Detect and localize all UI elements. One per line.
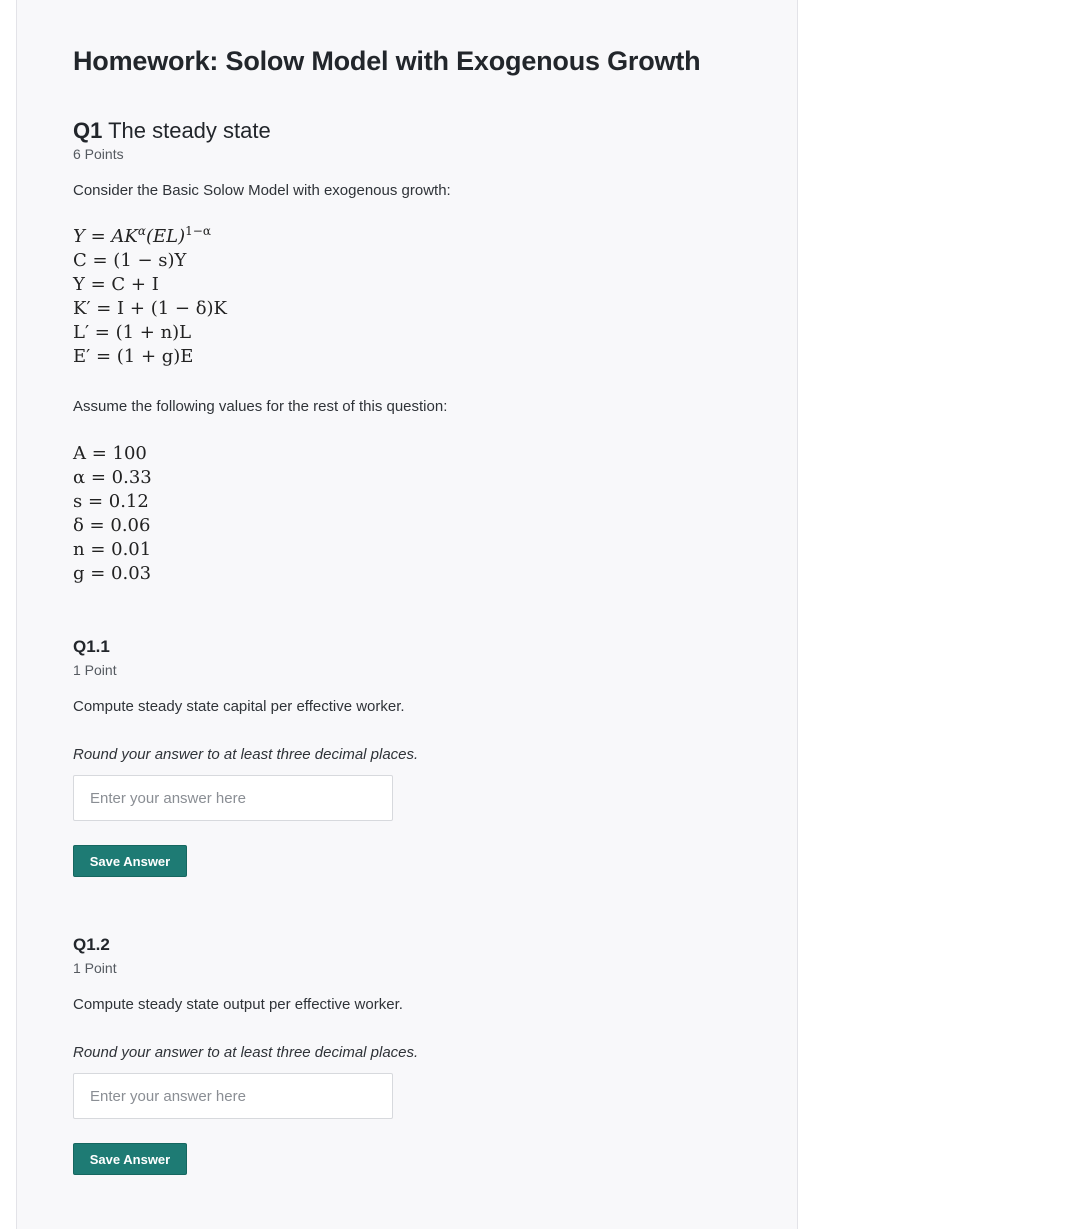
q1-1-instruction: Round your answer to at least three decimal places. [73,746,419,763]
q1-2-prompt: Compute steady state output per effective worker. [73,996,403,1013]
param-g: g = 0.03 [73,563,152,584]
q1-2-answer-input[interactable] [73,1073,393,1119]
model-equations [73,225,227,369]
equation-production: $Y = AK^\alpha(EL)^{1-\alpha}$ [73,224,211,247]
equation-labor: L′ = (1 + n)L [73,322,192,343]
assignment-panel [16,0,798,1229]
equation-consumption: C = (1 − s)Y [73,250,187,271]
q1-number: Q1 [73,118,103,143]
page-title: Homework: Solow Model with Exogenous Growth [73,46,701,76]
q1-points: 6 Points [73,146,124,162]
q1-2-heading: Q1.2 [73,935,110,954]
q1-assume-text: Assume the following values for the rest of this question: [73,398,448,415]
equation-resource: Y = C + I [73,274,159,295]
q1-intro: Consider the Basic Solow Model with exogenous growth: [73,182,451,199]
equation-capital: K′ = I + (1 − δ)K [73,298,228,319]
q1-title: The steady state [108,118,271,143]
equation-efficiency: E′ = (1 + g)E [73,346,194,367]
q1-2-points: 1 Point [73,960,117,976]
q1-heading [73,118,271,144]
param-A: A = 100 [73,443,147,464]
q1-1-heading: Q1.1 [73,637,110,656]
q1-2-instruction: Round your answer to at least three decimal places. [73,1044,419,1061]
param-delta: δ = 0.06 [73,515,151,536]
param-s: s = 0.12 [73,491,149,512]
q1-1-prompt: Compute steady state capital per effective worker. [73,698,405,715]
param-n: n = 0.01 [73,539,152,560]
q1-1-points: 1 Point [73,662,117,678]
param-alpha: α = 0.33 [73,467,152,488]
q1-1-answer-input[interactable] [73,775,393,821]
parameter-values [73,442,152,586]
q1-2-save-button[interactable]: Save Answer [73,1143,187,1175]
q1-1-save-button[interactable]: Save Answer [73,845,187,877]
